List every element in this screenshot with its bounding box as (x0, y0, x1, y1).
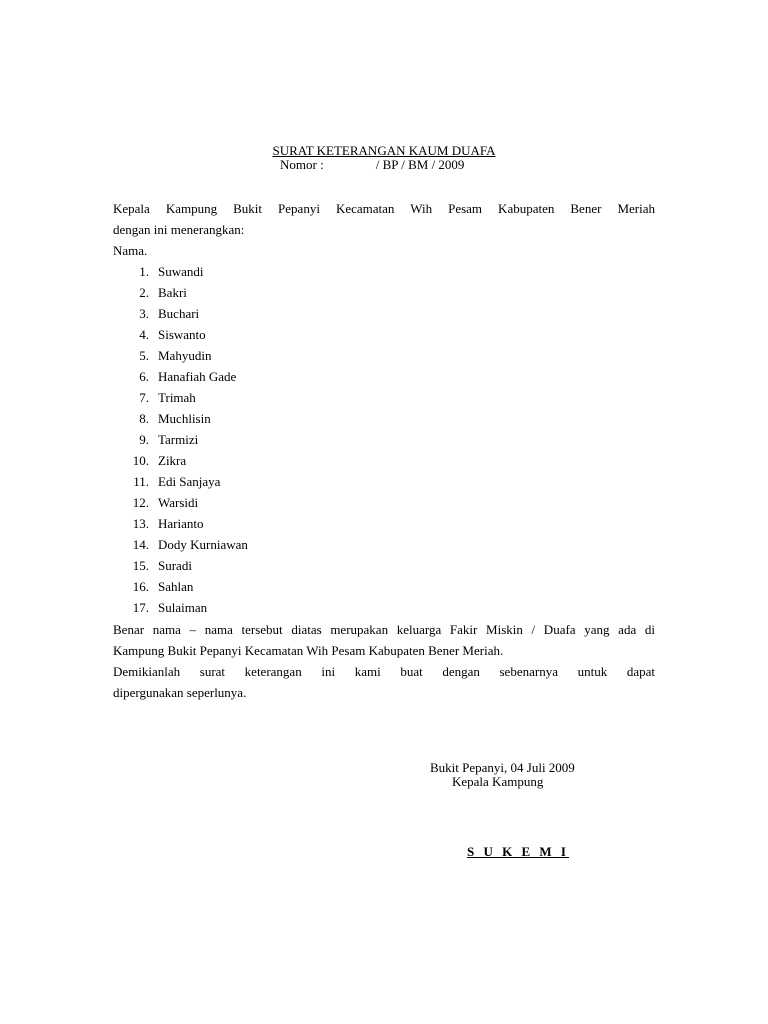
list-item-number: 4. (139, 327, 149, 342)
list-item-name: Muchlisin (158, 411, 211, 426)
list-item-name: Sulaiman (158, 600, 208, 615)
place-date: Bukit Pepanyi, 04 Juli 2009 (430, 760, 575, 775)
list-item-name: Harianto (158, 516, 204, 531)
list-item-number: 11. (133, 474, 149, 489)
signer-name: S U K E M I (467, 844, 569, 859)
closing-2-line-2: dipergunakan seperlunya. (113, 685, 247, 700)
signer-role: Kepala Kampung (452, 774, 544, 789)
names-list (113, 261, 248, 618)
closing-1-line-1: Benar nama – nama tersebut diatas merupakan keluarga Fakir Miskin / Duafa yang ada di (113, 622, 655, 637)
closing-paragraph-1 (113, 619, 655, 661)
list-item (113, 513, 204, 534)
list-item-name: Trimah (158, 390, 196, 405)
list-item (113, 303, 200, 324)
letter-number (280, 157, 464, 172)
list-item-number: 5. (139, 348, 149, 363)
intro-line-1: Kepala Kampung Bukit Pepanyi Kecamatan Wih Pesam Kabupaten Bener Meriah (113, 201, 655, 216)
list-item-name: Mahyudin (158, 348, 212, 363)
list-item-name: Zikra (158, 453, 187, 468)
list-item-number: 9. (139, 432, 149, 447)
list-item-number: 7. (139, 390, 149, 405)
list-item (113, 597, 208, 618)
list-item (113, 324, 206, 345)
list-item-number: 15. (132, 558, 149, 573)
list-item (113, 408, 211, 429)
list-item-number: 17. (132, 600, 149, 615)
list-item-number: 3. (139, 306, 149, 321)
names-label: Nama. (113, 243, 148, 258)
list-item-number: 6. (139, 369, 149, 384)
list-item (113, 450, 187, 471)
list-item-number: 1. (139, 264, 149, 279)
list-item (113, 471, 221, 492)
list-item-name: Tarmizi (158, 432, 199, 447)
closing-paragraph-2 (113, 661, 655, 703)
list-item-number: 16. (132, 579, 149, 594)
letter-number-label: Nomor : (280, 157, 324, 172)
list-item (113, 555, 192, 576)
list-item-name: Buchari (158, 306, 200, 321)
letter-title: SURAT KETERANGAN KAUM DUAFA (272, 143, 496, 158)
list-item-name: Hanafiah Gade (158, 369, 237, 384)
list-item (113, 261, 204, 282)
list-item-number: 12. (132, 495, 149, 510)
list-item-name: Suradi (158, 558, 192, 573)
list-item (113, 387, 196, 408)
list-item-name: Dody Kurniawan (158, 537, 248, 552)
list-item-number: 2. (139, 285, 149, 300)
list-item-name: Sahlan (158, 579, 194, 594)
list-item-name: Siswanto (158, 327, 206, 342)
list-item (113, 282, 187, 303)
list-item-name: Warsidi (158, 495, 199, 510)
closing-1-line-2: Kampung Bukit Pepanyi Kecamatan Wih Pesam Kabupaten Bener Meriah. (113, 643, 504, 658)
list-item-name: Suwandi (158, 264, 204, 279)
list-item (113, 492, 199, 513)
list-item (113, 345, 212, 366)
list-item-number: 10. (132, 453, 149, 468)
intro-line-2: dengan ini menerangkan: (113, 222, 245, 237)
letter-number-value: / BP / BM / 2009 (375, 157, 465, 172)
list-item (113, 576, 194, 597)
list-item (113, 429, 199, 450)
list-item-name: Bakri (158, 285, 187, 300)
list-item-number: 8. (139, 411, 149, 426)
list-item-name: Edi Sanjaya (158, 474, 221, 489)
closing-2-line-1: Demikianlah surat keterangan ini kami buat dengan sebenarnya untuk dapat (113, 664, 655, 679)
list-item (113, 534, 248, 555)
list-item (113, 366, 237, 387)
intro-paragraph (113, 198, 655, 240)
list-item-number: 14. (132, 537, 149, 552)
list-item-number: 13. (132, 516, 149, 531)
